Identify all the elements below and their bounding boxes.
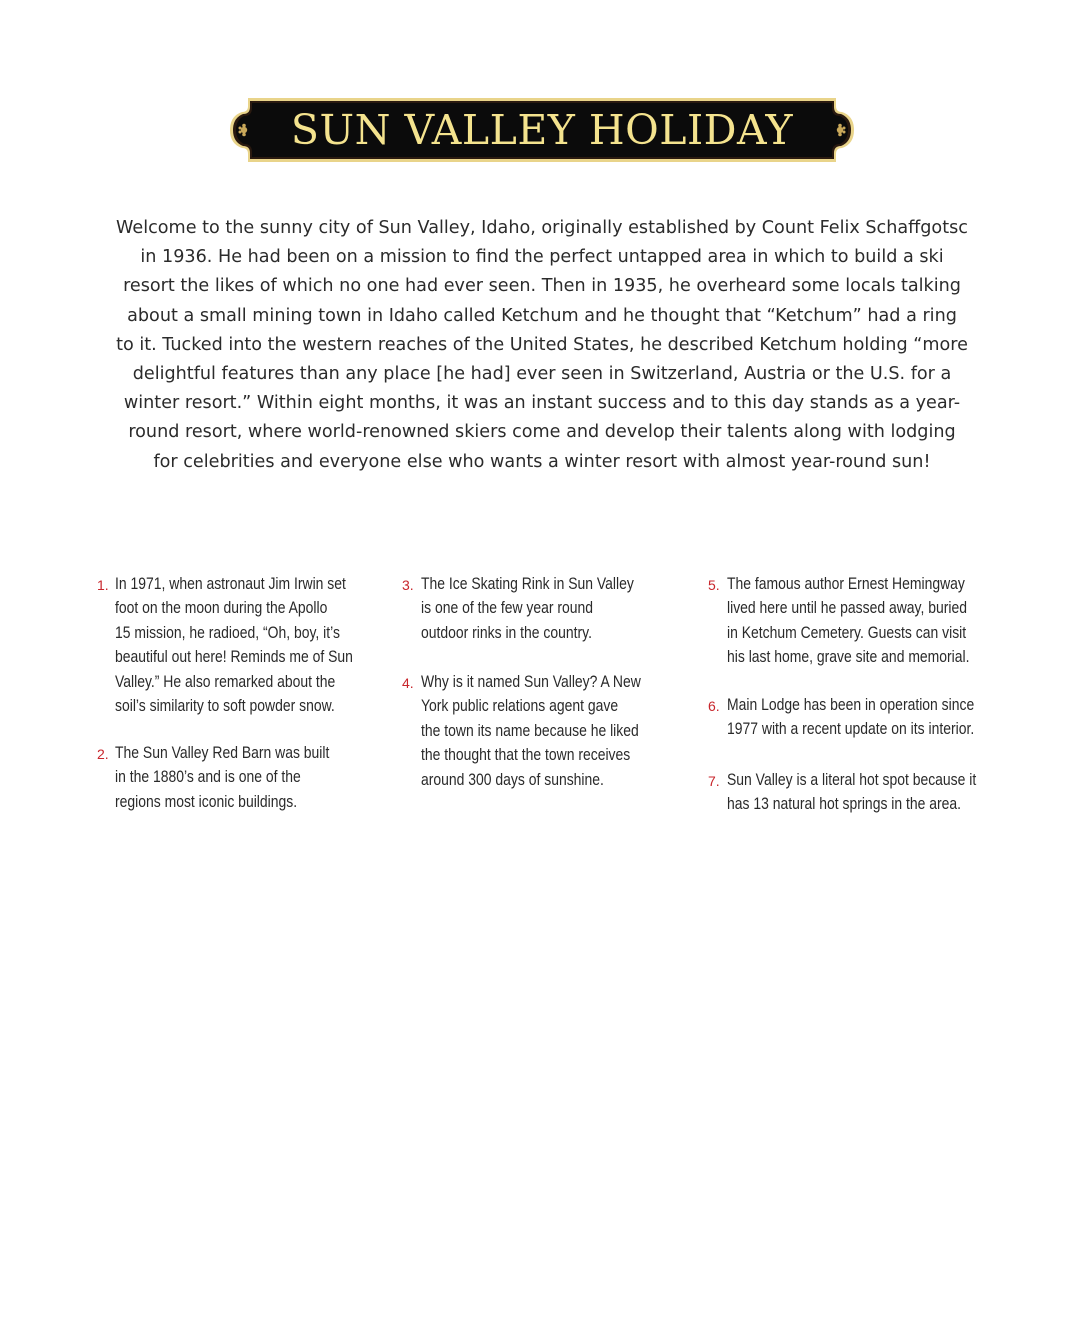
intro-line: in 1936. He had been on a mission to find the perfect untapped area in which to build a ski	[140, 247, 944, 268]
fact-number: 2.	[97, 746, 109, 762]
fact-line: his last home, grave site and memorial.	[727, 647, 970, 667]
intro-line: round resort, where world-renowned skiers come and develop their talents along with lodging	[128, 422, 956, 443]
fact-item-3	[402, 572, 682, 648]
fact-text	[727, 693, 974, 742]
fact-line: 1977 with a recent update on its interior.	[727, 719, 975, 739]
fact-line: the town its name because he liked	[421, 720, 639, 740]
fact-line: The famous author Ernest Hemingway	[727, 574, 965, 593]
fact-item-5	[708, 572, 1028, 672]
fact-item-6	[708, 693, 1028, 745]
intro-line: winter resort.” Within eight months, it was an instant success and to this day stands as a year-	[123, 393, 961, 414]
fact-line: in the 1880’s and is one of the	[115, 767, 301, 787]
fact-text	[727, 768, 976, 817]
intro-line: for celebrities and everyone else who wants a winter resort with almost year-round sun!	[153, 451, 931, 472]
fact-line: Main Lodge has been in operation since	[727, 695, 975, 714]
fact-number: 1.	[97, 577, 109, 593]
fact-line: Valley.” He also remarked about the	[115, 671, 336, 691]
fact-line: Sun Valley is a literal hot spot because it	[727, 770, 977, 789]
fact-item-2	[97, 741, 387, 817]
fact-line: around 300 days of sunshine.	[421, 769, 604, 789]
page-title: SUN VALLEY HOLIDAY	[290, 106, 794, 154]
intro-line: resort the likes of which no one had ever seen. Then in 1935, he overheard some locals talking	[123, 276, 961, 297]
fact-line: 15 mission, he radioed, “Oh, boy, it’s	[115, 622, 340, 642]
fact-line: has 13 natural hot springs in the area.	[727, 794, 962, 814]
fact-line: in Ketchum Cemetery. Guests can visit	[727, 622, 967, 642]
title-banner	[230, 98, 854, 162]
fact-line: lived here until he passed away, buried	[727, 598, 967, 618]
fact-text	[115, 572, 353, 718]
fact-line: foot on the moon during the Apollo	[115, 598, 328, 618]
fact-item-4	[402, 670, 682, 795]
fact-line: The Sun Valley Red Barn was built	[115, 743, 330, 762]
fact-line: outdoor rinks in the country.	[421, 622, 592, 642]
fact-number: 3.	[402, 577, 414, 593]
fact-line: In 1971, when astronaut Jim Irwin set	[115, 574, 346, 593]
fact-item-1	[97, 572, 387, 722]
fact-line: beautiful out here! Reminds me of Sun	[115, 647, 353, 667]
fact-text	[421, 670, 641, 792]
intro-paragraph	[95, 214, 989, 477]
intro-line: delightful features than any place [he had] ever seen in Switzerland, Austria or the U.S. for a	[132, 364, 952, 385]
fact-line: The Ice Skating Rink in Sun Valley	[421, 574, 634, 593]
fact-text	[115, 741, 329, 814]
fact-number: 7.	[708, 773, 720, 789]
fact-line: York public relations agent gave	[421, 696, 619, 716]
fact-number: 6.	[708, 698, 720, 714]
fact-line: is one of the few year round	[421, 598, 594, 618]
fact-line: the thought that the town receives	[421, 745, 631, 765]
fact-number: 5.	[708, 577, 720, 593]
fact-item-7	[708, 768, 1028, 820]
fact-line: regions most iconic buildings.	[115, 791, 298, 811]
fact-number: 4.	[402, 675, 414, 691]
fact-text	[727, 572, 970, 670]
fact-line: soil’s similarity to soft powder snow.	[115, 696, 335, 716]
intro-line: about a small mining town in Idaho called Ketchum and he thought that “Ketchum” had a ring	[127, 305, 957, 326]
fact-line: Why is it named Sun Valley? A New	[421, 672, 641, 691]
intro-line: Welcome to the sunny city of Sun Valley, Idaho, originally established by Count Felix Schaffgotsc	[116, 218, 968, 238]
fact-text	[421, 572, 634, 645]
intro-line: to it. Tucked into the western reaches of the United States, he described Ketchum holding “more	[116, 334, 968, 355]
